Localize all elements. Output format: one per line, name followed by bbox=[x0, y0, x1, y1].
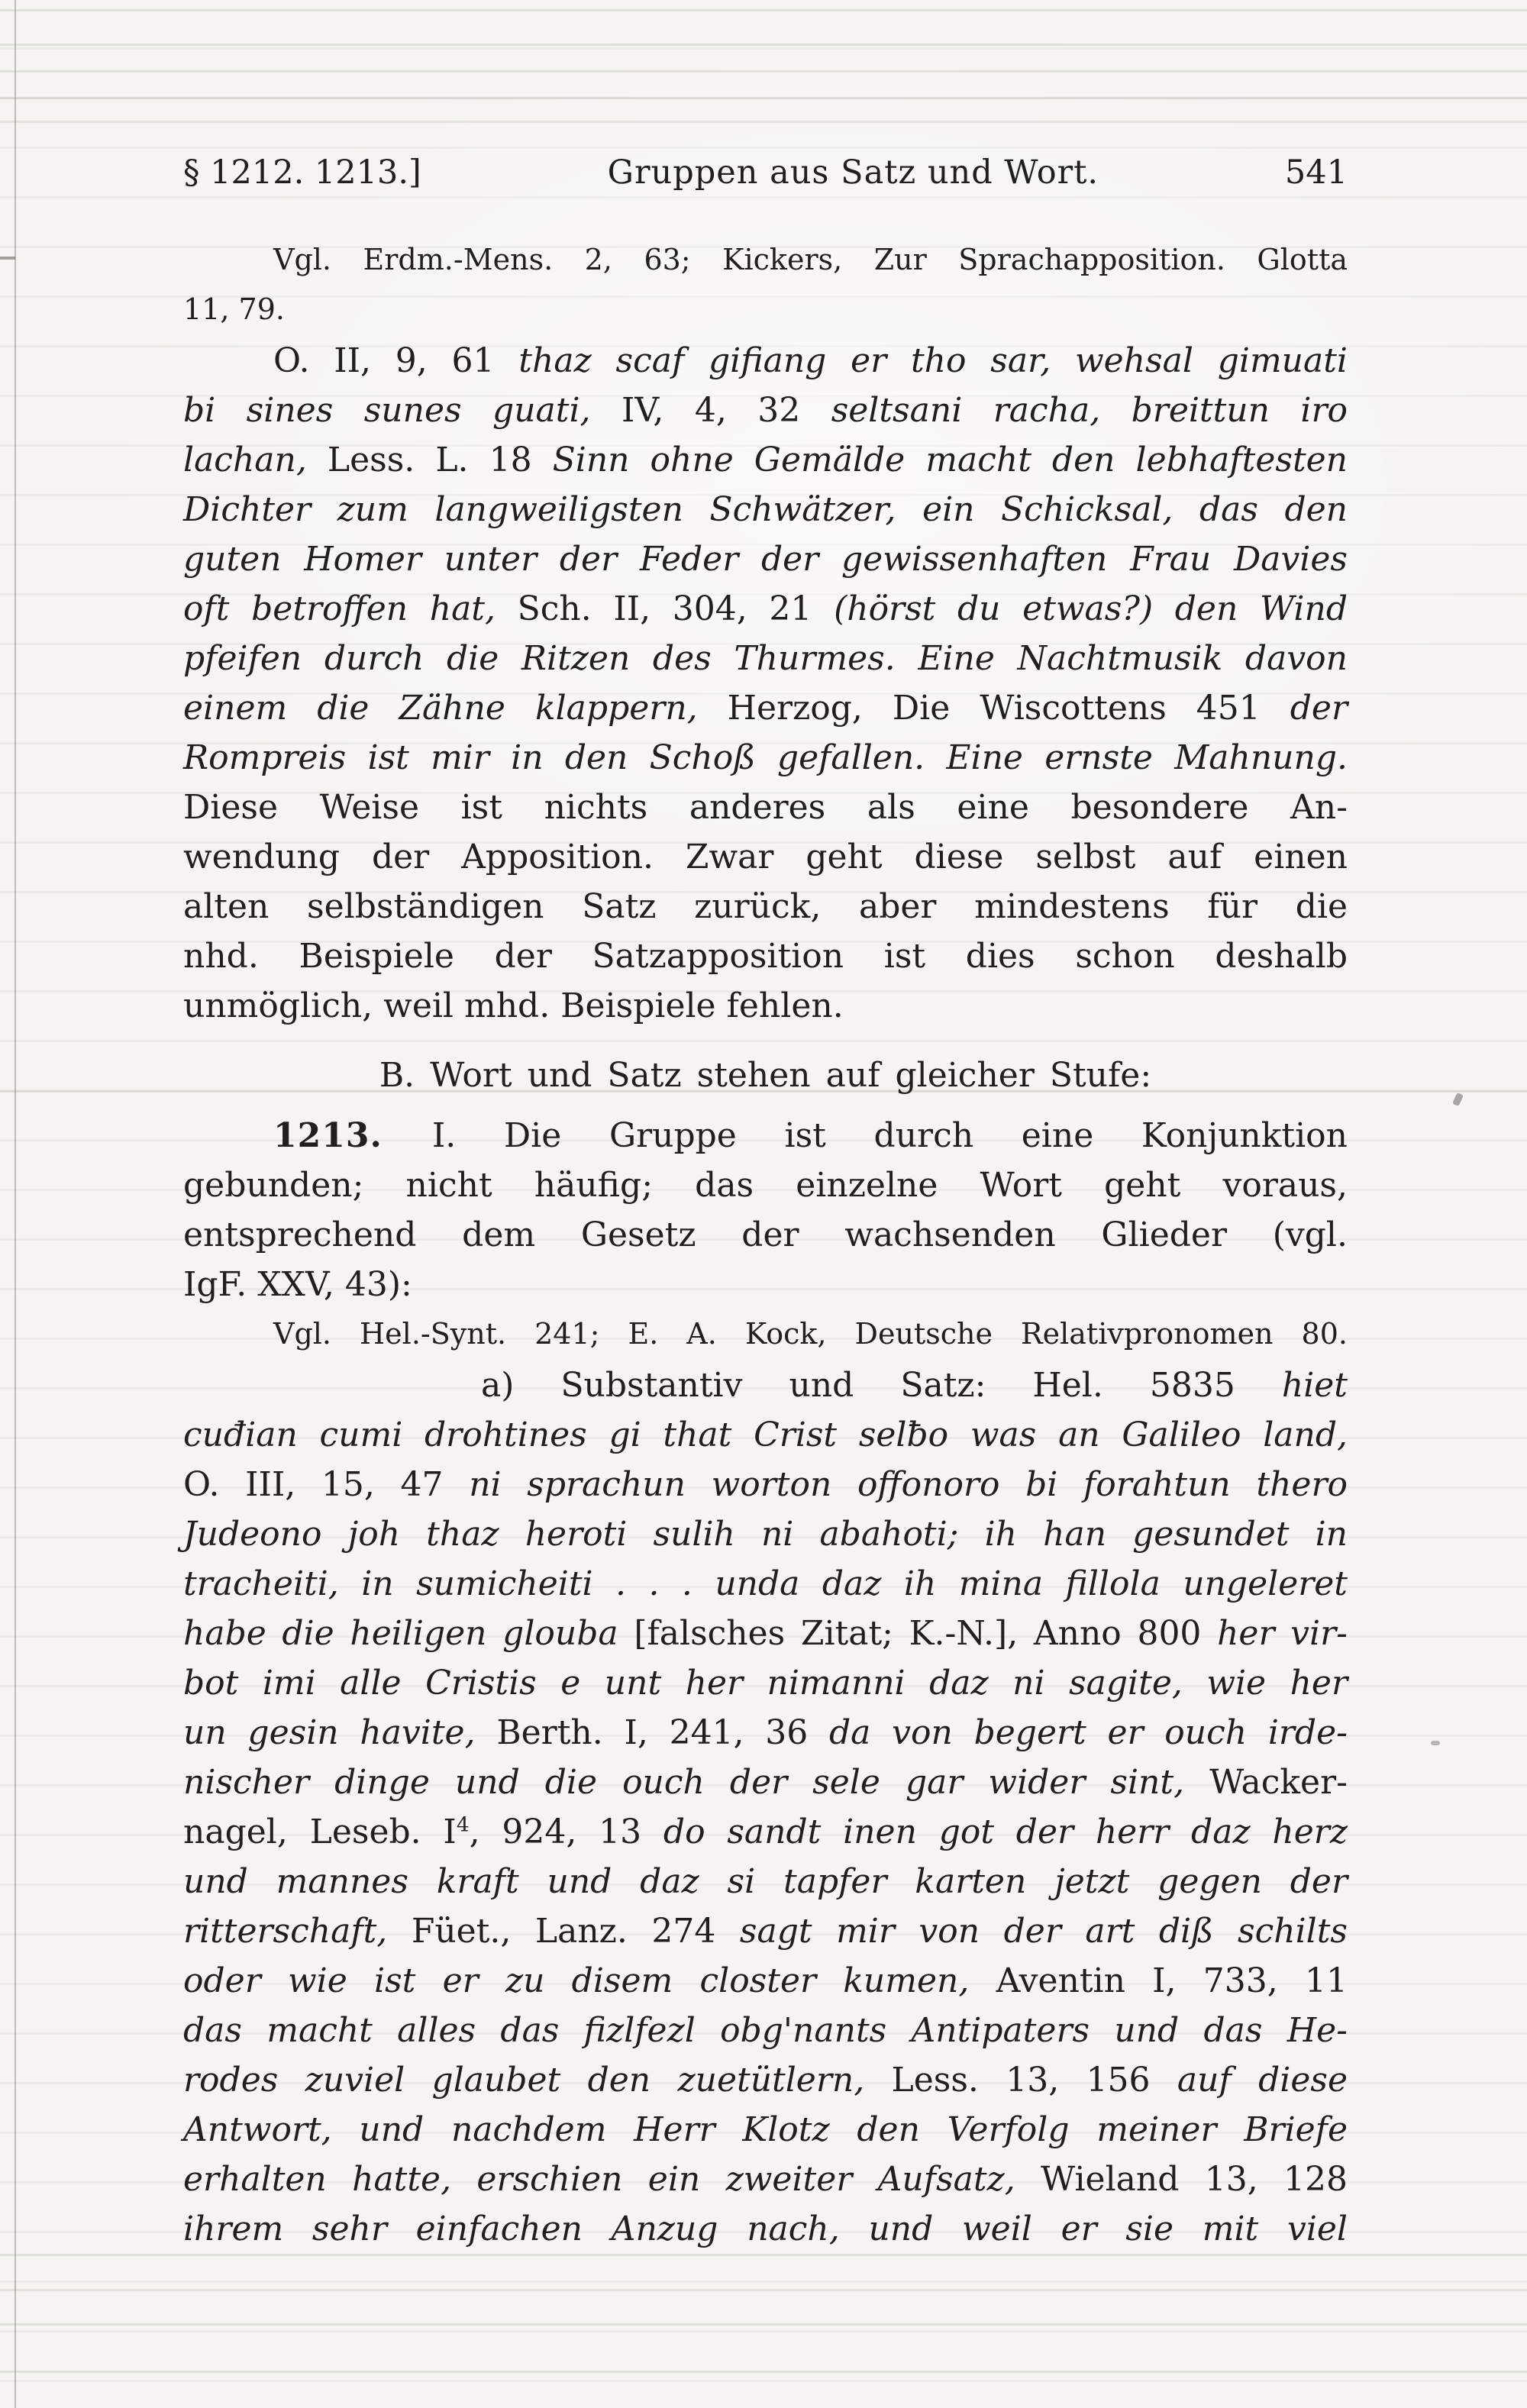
text-line bbox=[183, 634, 1348, 683]
text-segment: Sch. II, 304, 21 bbox=[517, 589, 835, 628]
text-segment: oder wie ist er zu disem closter kumen, bbox=[183, 1961, 996, 2000]
text-line bbox=[183, 2006, 1348, 2055]
paragraph bbox=[183, 1111, 1348, 1309]
text-segment: lachan, bbox=[183, 441, 328, 479]
text-segment: pfeifen durch die Ritzen des Thurmes. Eine Nachtmusik davon bbox=[183, 639, 1348, 678]
text-segment: thaz scaf gifiang er tho sar, wehsal gimuati bbox=[518, 341, 1348, 380]
text-line bbox=[183, 683, 1348, 733]
text-segment: ni sprachun worton offonoro bi forahtun thero bbox=[469, 1465, 1348, 1504]
text-line bbox=[183, 1956, 1348, 2006]
text-segment: Vgl. Hel.-Synt. 241; E. A. Kock, Deutsche Relativpronomen 80. bbox=[273, 1317, 1348, 1351]
text-segment: gebunden; nicht häufig; das einzelne Wort geht voraus, bbox=[183, 1166, 1348, 1205]
text-segment: [falsches Zitat; K.-N.], Anno 800 bbox=[634, 1614, 1218, 1653]
text-line bbox=[183, 1410, 1348, 1460]
text-line bbox=[183, 783, 1348, 832]
text-line bbox=[183, 1111, 1348, 1160]
text-segment: Less. 13, 156 bbox=[891, 2061, 1177, 2100]
text-line bbox=[183, 2155, 1348, 2204]
text-line bbox=[183, 285, 1348, 334]
text-line bbox=[183, 1658, 1348, 1708]
text-line bbox=[183, 733, 1348, 783]
text-line bbox=[183, 584, 1348, 634]
text-line bbox=[183, 1559, 1348, 1609]
show-through-streak bbox=[0, 2371, 1527, 2373]
text-segment: Aventin I, 733, 11 bbox=[996, 1961, 1348, 2000]
text-segment: a) Substantiv und Satz: Hel. 5835 bbox=[481, 1366, 1282, 1405]
text-segment: , 924, 13 bbox=[469, 1812, 663, 1851]
text-segment: Füet., Lanz. 274 bbox=[411, 1912, 740, 1951]
text-segment: Judeono joh thaz heroti sulih ni abahoti; ih han gesundet in bbox=[183, 1515, 1348, 1554]
text-line bbox=[183, 386, 1348, 435]
scan-vertical-line bbox=[15, 0, 16, 2408]
text-line bbox=[183, 981, 1348, 1031]
text-line bbox=[183, 1807, 1348, 1857]
text-segment: guten Homer unter der Feder der gewissenhaften Frau Davies bbox=[183, 540, 1348, 579]
text-segment: oft betroffen hat, bbox=[183, 589, 518, 628]
reference-note bbox=[183, 1309, 1348, 1359]
show-through-streak bbox=[0, 2254, 1527, 2256]
text-segment: (hörst du etwas?) den Wind bbox=[834, 589, 1348, 628]
text-segment: nhd. Beispiele der Satzapposition ist dies schon deshalb bbox=[183, 937, 1348, 976]
text-segment: nischer dinge und die ouch der sele gar wider sint, bbox=[183, 1763, 1210, 1802]
text-segment: und mannes kraft und daz si tapfer karten jetzt gegen der bbox=[183, 1862, 1348, 1901]
text-segment: B. Wort und Satz stehen auf gleicher Stufe: bbox=[379, 1056, 1152, 1095]
text-line bbox=[183, 235, 1348, 285]
text-segment: do sandt inen got der herr daz herz bbox=[663, 1812, 1348, 1851]
text-line bbox=[183, 931, 1348, 981]
section-numbers: § 1212. 1213.] bbox=[183, 153, 421, 192]
text-segment: 4 bbox=[456, 1812, 470, 1837]
text-segment: das macht alles das fizlfezl obg'nants Antipaters und das He- bbox=[183, 2011, 1348, 2050]
text-segment: ritterschaft, bbox=[183, 1912, 412, 1951]
reference-note bbox=[183, 235, 1348, 334]
text-line bbox=[183, 1361, 1348, 1410]
text-segment: rodes zuviel glaubet den zuetütlern, bbox=[183, 2061, 892, 2100]
text-segment: O. II, 9, 61 bbox=[273, 341, 519, 380]
text-line bbox=[183, 1758, 1348, 1807]
text-segment: auf diese bbox=[1177, 2061, 1348, 2100]
text-segment: 11, 79. bbox=[183, 292, 285, 326]
text-line bbox=[183, 435, 1348, 485]
text-segment: habe die heiligen glouba bbox=[183, 1614, 634, 1653]
text-segment: alten selbständigen Satz zurück, aber mindestens für die bbox=[183, 887, 1348, 926]
text-segment: Berth. I, 241, 36 bbox=[496, 1713, 830, 1752]
text-body bbox=[183, 235, 1348, 2254]
show-through-streak bbox=[0, 2289, 1527, 2291]
text-segment: bi sines sunes guati, bbox=[183, 391, 621, 430]
text-line bbox=[183, 1509, 1348, 1559]
text-segment: entsprechend dem Gesetz der wachsenden Glieder (vgl. bbox=[183, 1215, 1348, 1254]
text-segment: Rompreis ist mir in den Schoß gefallen. Eine ernste Mahnung. bbox=[183, 738, 1348, 777]
text-segment: IV, 4, 32 bbox=[621, 391, 831, 430]
text-segment: 1213. bbox=[273, 1116, 432, 1155]
text-segment: Sinn ohne Gemälde macht den lebhaftesten bbox=[552, 441, 1348, 479]
text-segment: I. Die Gruppe ist durch eine Konjunktion bbox=[431, 1116, 1348, 1155]
text-line bbox=[183, 882, 1348, 931]
text-segment: Herzog, Die Wiscottens 451 bbox=[727, 689, 1290, 728]
running-head bbox=[183, 151, 1348, 194]
text-line bbox=[183, 1906, 1348, 1956]
paragraph bbox=[183, 336, 1348, 1031]
text-line bbox=[183, 1160, 1348, 1210]
text-line bbox=[183, 1609, 1348, 1658]
text-line bbox=[183, 1210, 1348, 1260]
text-segment: Antwort, und nachdem Herr Klotz den Verfolg meiner Briefe bbox=[183, 2110, 1348, 2149]
text-segment: her vir- bbox=[1217, 1614, 1348, 1653]
text-line bbox=[183, 1857, 1348, 1906]
text-segment: erhalten hatte, erschien ein zweiter Aufsatz, bbox=[183, 2160, 1041, 2199]
text-segment: einem die Zähne klappern, bbox=[183, 689, 728, 728]
text-line bbox=[183, 2204, 1348, 2254]
text-segment: un gesin havite, bbox=[183, 1713, 497, 1752]
text-segment: cuđian cumi drohtines gi that Crist selƀo was an Galileo land, bbox=[183, 1415, 1348, 1454]
text-segment: wendung der Apposition. Zwar geht diese selbst auf einen bbox=[183, 838, 1348, 876]
page-number: 541 bbox=[1284, 153, 1348, 192]
scan-speck bbox=[1452, 1093, 1464, 1106]
text-segment: Diese Weise ist nichts anderes als eine besondere An- bbox=[183, 788, 1348, 827]
text-column bbox=[183, 0, 1348, 2254]
text-segment: nagel, Leseb. I bbox=[183, 1812, 457, 1851]
scan-edge-mark bbox=[0, 257, 15, 260]
text-segment: IgF. XXV, 43): bbox=[183, 1265, 412, 1304]
text-segment: hiet bbox=[1281, 1366, 1348, 1405]
text-line bbox=[183, 534, 1348, 584]
text-segment: Dichter zum langweiligsten Schwätzer, ein Schicksal, das den bbox=[183, 490, 1348, 529]
running-title: Gruppen aus Satz und Wort. bbox=[607, 153, 1099, 192]
section-heading bbox=[183, 1051, 1348, 1100]
text-line bbox=[183, 336, 1348, 386]
text-segment: Wieland 13, 128 bbox=[1041, 2160, 1348, 2199]
text-line bbox=[183, 2105, 1348, 2155]
text-segment: ihrem sehr einfachen Anzug nach, und weil er sie mit viel bbox=[183, 2209, 1348, 2248]
text-segment: seltsani racha, breittun iro bbox=[831, 391, 1348, 430]
paragraph bbox=[183, 1361, 1348, 2254]
text-line bbox=[183, 832, 1348, 882]
text-line bbox=[183, 485, 1348, 534]
text-segment: unmöglich, weil mhd. Beispiele fehlen. bbox=[183, 986, 844, 1025]
text-segment: Vgl. Erdm.-Mens. 2, 63; Kickers, Zur Sprachapposition. Glotta bbox=[273, 243, 1348, 276]
text-line bbox=[183, 1708, 1348, 1758]
text-segment: sagt mir von der art diß schilts bbox=[739, 1912, 1348, 1951]
text-segment: tracheiti, in sumicheiti . . . unda daz ih mina fillola ungeleret bbox=[183, 1564, 1348, 1603]
text-line bbox=[183, 1260, 1348, 1309]
text-segment: bot imi alle Cristis e unt her nimanni daz ni sagite, wie her bbox=[183, 1664, 1348, 1703]
text-line bbox=[183, 1309, 1348, 1359]
text-line bbox=[183, 1460, 1348, 1509]
scan-speck bbox=[1431, 1741, 1440, 1745]
text-line bbox=[183, 2055, 1348, 2105]
text-line bbox=[183, 1051, 1348, 1100]
text-segment: O. III, 15, 47 bbox=[183, 1465, 470, 1504]
show-through-streak bbox=[0, 2323, 1527, 2326]
text-segment: Less. L. 18 bbox=[327, 441, 553, 479]
text-segment: da von begert er ouch irde- bbox=[829, 1713, 1348, 1752]
text-segment: der bbox=[1290, 689, 1348, 728]
text-segment: Wacker- bbox=[1209, 1763, 1348, 1802]
